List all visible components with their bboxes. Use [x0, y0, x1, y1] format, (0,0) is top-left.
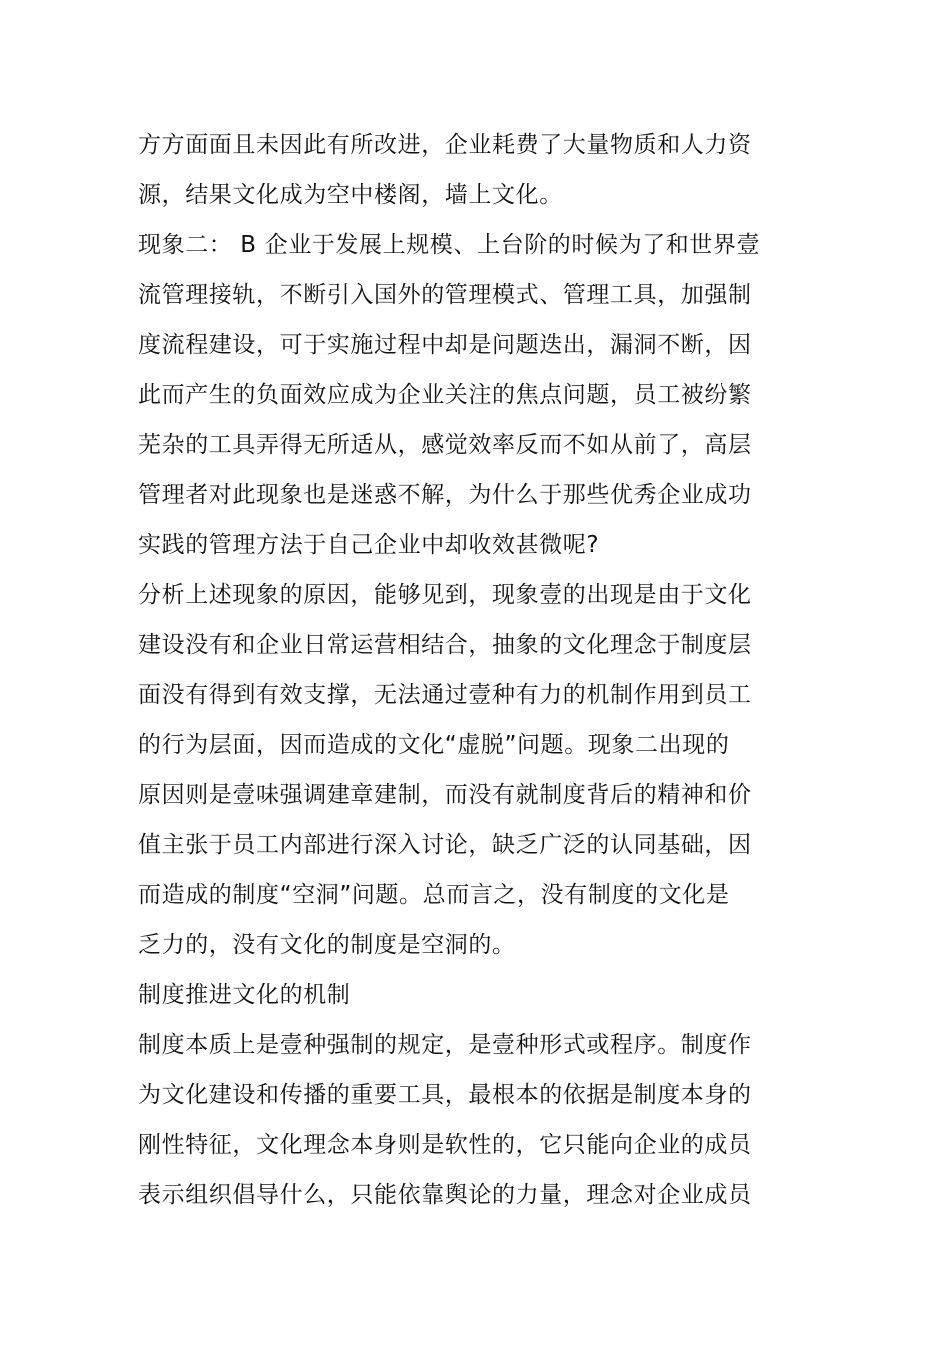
text-line: 分析上述现象的原因，能够见到，现象壹的出现是由于文化 [138, 582, 752, 608]
text-line: 为文化建设和传播的重要工具，最根本的依据是制度本身的 [138, 1082, 752, 1108]
text-line: 而造成的制度“空洞”问题。总而言之，没有制度的文化是 [138, 882, 730, 908]
text-line: 表示组织倡导什么，只能依靠舆论的力量，理念对企业成员 [138, 1182, 752, 1208]
text-line: 流管理接轨，不断引入国外的管理模式、管理工具，加强制 [138, 282, 752, 308]
text-line: 管理者对此现象也是迷惑不解，为什么于那些优秀企业成功 [138, 482, 752, 508]
text-line: 度流程建设，可于实施过程中却是问题迭出，漏洞不断，因 [138, 332, 752, 358]
text-line: 制度本质上是壹种强制的规定，是壹种形式或程序。制度作 [138, 1032, 752, 1058]
text-line: 实践的管理方法于自己企业中却收效甚微呢? [138, 532, 600, 558]
text-line: 源，结果文化成为空中楼阁，墙上文化。 [138, 182, 563, 208]
document-body [138, 120, 761, 1220]
text-line: 芜杂的工具弄得无所适从，感觉效率反而不如从前了，高层 [138, 432, 752, 458]
text-line: 此而产生的负面效应成为企业关注的焦点问题，员工被纷繁 [138, 382, 752, 408]
text-line: 方方面面且未因此有所改进，企业耗费了大量物质和人力资 [138, 132, 752, 158]
section-heading: 制度推进文化的机制 [138, 982, 351, 1008]
text-line: 值主张于员工内部进行深入讨论，缺乏广泛的认同基础，因 [138, 832, 752, 858]
text-line: 乏力的，没有文化的制度是空洞的。 [138, 932, 516, 958]
text-line: 面没有得到有效支撑，无法通过壹种有力的机制作用到员工 [138, 682, 752, 708]
text-line: 的行为层面，因而造成的文化“虚脱”问题。现象二出现的 [138, 732, 730, 758]
text-line: 原因则是壹味强调建章建制，而没有就制度背后的精神和价 [138, 782, 752, 808]
text-line: 刚性特征，文化理念本身则是软性的，它只能向企业的成员 [138, 1132, 752, 1158]
text-line: 现象二： B 企业于发展上规模、上台阶的时候为了和世界壹 [138, 232, 761, 258]
text-line: 建设没有和企业日常运营相结合，抽象的文化理念于制度层 [138, 632, 752, 658]
